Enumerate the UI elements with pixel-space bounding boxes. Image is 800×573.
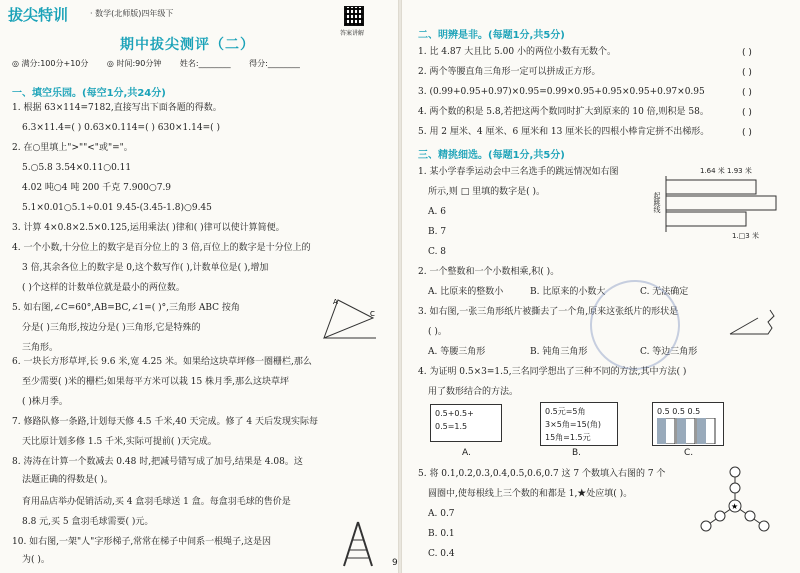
question-5-line-2[interactable]: 分是( )三角形,按边分是( )三角形,它是特殊的 <box>22 323 201 333</box>
choice-3-line-2[interactable]: ( )。 <box>428 327 447 337</box>
question-4-line-1: 4. 一个小数,十分位上的数字是百分位上的 3 倍,百位上的数字是十分位上的 <box>12 243 311 253</box>
question-4-line-3[interactable]: ( )个这样的计数单位就是最小的两位数。 <box>22 283 185 293</box>
judge-5-answer[interactable]: ( ) <box>742 128 752 138</box>
method-b-line-1: 0.5元=5角 <box>545 407 586 416</box>
question-2-row-b[interactable]: 4.02 吨○4 吨 200 千克 7.900○7.9 <box>22 183 172 193</box>
ladder-figure <box>340 520 376 568</box>
time-limit: ◎ 时间:90分钟 <box>106 59 162 68</box>
choice-2-option-c[interactable]: C. 无法确定 <box>640 287 689 297</box>
question-1-blanks[interactable]: 6.3×11.4=( ) 0.63×0.114=( ) 630×1.14=( ) <box>22 123 220 133</box>
question-10-line-1: 10. 如右图,一架"人"字形梯子,常常在梯子中间系一根绳子,这是因 <box>12 537 272 547</box>
question-6-line-2[interactable]: 至少需要( )米的栅栏;如果每平方米可以栽 15 株月季,那么这块草坪 <box>22 377 289 387</box>
question-10-line-2[interactable]: 为( )。 <box>22 555 50 565</box>
choice-5-line-1: 5. 将 0.1,0.2,0.3,0.4,0.5,0.6,0.7 这 7 个数填入右图的 7 个 <box>418 469 666 479</box>
choice-3-option-b[interactable]: B. 钝角三角形 <box>530 347 588 357</box>
method-c-bars <box>657 418 717 444</box>
judge-1-answer[interactable]: ( ) <box>742 48 752 58</box>
choice-1-option-a[interactable]: A. 6 <box>428 207 446 217</box>
svg-text:C: C <box>370 310 375 318</box>
choice-1-option-b[interactable]: B. 7 <box>428 227 447 237</box>
method-a-line-1: 0.5+0.5+ <box>435 409 474 418</box>
judge-5: 5. 用 2 厘米、4 厘米、6 厘米和 13 厘米长的四根小棒肯定拼不出梯形。 <box>418 127 710 137</box>
question-3[interactable]: 3. 计算 4×0.8×2.5×0.125,运用乘法( )律和( )律可以使计算简便。 <box>12 223 285 233</box>
choice-3-option-c[interactable]: C. 等边三角形 <box>640 347 698 357</box>
judge-1: 1. 比 4.87 大且比 5.00 小的两位小数有无数个。 <box>418 47 616 57</box>
full-score: ◎ 满分:100分+10分 <box>12 59 89 68</box>
svg-text:A: A <box>333 298 338 306</box>
question-9-line-2[interactable]: 8.8 元,买 5 盒羽毛球需要( )元。 <box>22 517 154 527</box>
question-8-line-1: 8. 涛涛在计算一个数减去 0.48 时,把减号错写成了加号,结果是 4.08。这 <box>12 457 303 467</box>
name-field[interactable]: 姓名:________ <box>179 59 231 68</box>
judge-2-answer[interactable]: ( ) <box>742 68 752 78</box>
jump-figure-bottom-label: 1.□3 米 <box>732 232 759 240</box>
choice-3-option-a[interactable]: A. 等腰三角形 <box>428 347 486 357</box>
question-7-line-1: 7. 修路队修一条路,计划每天修 4.5 千米,40 天完成。修了 4 天后发现实际每 <box>12 417 318 427</box>
page-title: 期中拔尖测评（二） <box>120 37 255 53</box>
question-2-row-c[interactable]: 5.1×0.01○5.1÷0.01 9.45-(3.45-1.8)○9.45 <box>22 203 212 213</box>
method-c-label: 0.5 0.5 0.5 <box>657 407 701 416</box>
question-7-line-2[interactable]: 天比原计划多修 1.5 千米,实际可提前( )天完成。 <box>22 437 217 447</box>
method-b-option[interactable]: B. <box>572 448 582 458</box>
method-c-box <box>652 402 724 446</box>
jump-figure-top-label: 1.64 米 1.93 米 <box>700 167 752 175</box>
question-2-row-a[interactable]: 5.○5.8 3.54×0.11○0.11 <box>22 163 132 173</box>
method-b-line-2: 3×5角=15(角) <box>545 420 602 429</box>
method-b-line-3: 15角=1.5元 <box>545 433 591 442</box>
long-jump-figure <box>664 176 784 236</box>
question-9-line-1: 育用品店举办促销活动,买 4 盒羽毛球送 1 盒。每盒羽毛球的售价是 <box>22 497 291 507</box>
choice-2-option-a[interactable]: A. 比原来的整数小 <box>428 287 504 297</box>
question-5-line-3: 三角形。 <box>22 343 59 353</box>
choice-1-option-c[interactable]: C. 8 <box>428 247 447 257</box>
question-6-line-1: 6. 一块长方形草坪,长 9.6 米,宽 4.25 米。如果给这块草坪修一圈栅栏,那么 <box>12 357 312 367</box>
question-6-line-3[interactable]: ( )株月季。 <box>22 397 68 407</box>
page-fold <box>398 0 402 573</box>
seven-circles-figure <box>700 466 770 542</box>
choice-5-option-a[interactable]: A. 0.7 <box>428 509 455 519</box>
method-b-box <box>540 402 618 446</box>
choice-4-line-1: 4. 为证明 0.5×3=1.5,三名同学想出了三种不同的方法,其中方法( ) <box>418 367 687 377</box>
brand-logo: 拔尖特训 <box>8 6 69 24</box>
exam-meta <box>12 58 316 69</box>
brand-subtitle: · 数学(北师版)四年级下 <box>90 9 174 18</box>
method-a-line-2: 0.5=1.5 <box>435 422 468 431</box>
question-8-line-2[interactable]: 法题正确的得数是( )。 <box>22 475 113 485</box>
choice-5-line-2[interactable]: 圆圈中,使每根线上三个数的和都是 1,★处应填( )。 <box>428 489 633 499</box>
section-2-heading: 二、明辨是非。(每题1分,共5分) <box>418 30 565 41</box>
choice-1-line-2[interactable]: 所示,则 □ 里填的数字是( )。 <box>428 187 545 197</box>
page-number: 9 <box>392 558 398 568</box>
section-3-heading: 三、精挑细选。(每题1分,共5分) <box>418 150 565 161</box>
choice-5-option-c[interactable]: C. 0.4 <box>428 549 455 559</box>
svg-text:★: ★ <box>731 502 739 511</box>
question-4-line-2[interactable]: 3 倍,其余各位上的数字是 0,这个数写作( ),计数单位是( ),增加 <box>22 263 269 273</box>
section-1-heading: 一、填空乐园。(每空1分,共24分) <box>12 88 166 99</box>
judge-3: 3. (0.99+0.95+0.97)×0.95=0.99×0.95+0.95×0.95+0.97×0.95 <box>418 87 705 97</box>
judge-4-answer[interactable]: ( ) <box>742 108 752 118</box>
method-c-option[interactable]: C. <box>684 448 694 458</box>
qr-label: 答案讲解 <box>340 30 365 37</box>
score-field[interactable]: 得分:________ <box>249 59 300 68</box>
judge-4: 4. 两个数的积是 5.8,若把这两个数同时扩大到原来的 10 倍,则积是 58。 <box>418 107 709 117</box>
choice-4-line-2[interactable]: 用了数形结合的方法。 <box>428 387 519 397</box>
torn-triangle-figure <box>728 308 788 338</box>
choice-5-option-b[interactable]: B. 0.1 <box>428 529 455 539</box>
method-a-option[interactable]: A. <box>462 448 471 458</box>
method-a-box <box>430 404 502 442</box>
judge-3-answer[interactable]: ( ) <box>742 88 752 98</box>
question-2: 2. 在○里填上">""<"或"="。 <box>12 143 133 153</box>
question-1: 1. 根据 63×114=7182,直接写出下面各题的得数。 <box>12 103 222 113</box>
qr-code-icon[interactable] <box>344 6 364 26</box>
triangle-abc-figure <box>318 296 378 342</box>
judge-2: 2. 两个等腰直角三角形一定可以拼成正方形。 <box>418 67 601 77</box>
choice-2[interactable]: 2. 一个整数和一个小数相乘,积( )。 <box>418 267 560 277</box>
question-5-line-1[interactable]: 5. 如右图,∠C=60°,AB=BC,∠1=( )°,三角形 ABC 按角 <box>12 303 240 313</box>
choice-2-option-b[interactable]: B. 比原来的小数大 <box>530 287 606 297</box>
choice-3-line-1: 3. 如右图,一张三角形纸片被撕去了一个角,原来这张纸片的形状是 <box>418 307 679 317</box>
jump-figure-side-label: 起跳线 <box>653 192 661 213</box>
choice-1-line-1: 1. 某小学春季运动会中三名选手的跳远情况如右图 <box>418 167 619 177</box>
